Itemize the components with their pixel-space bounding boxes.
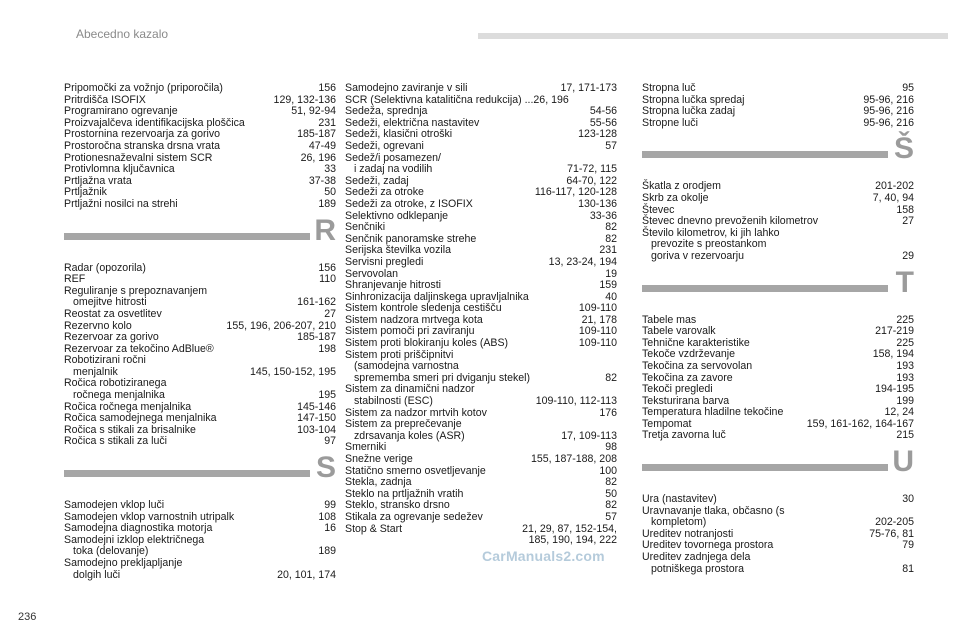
index-entry-term: Tekoče vzdrževanje: [642, 348, 736, 361]
index-entry-term: Senčnik panoramske strehe: [345, 232, 477, 245]
index-entry-term: Samodejno zaviranje v sili: [345, 82, 468, 94]
index-entry-term: Tekoči pregledi: [642, 383, 713, 396]
index-entry-term: Tekočina za zavore: [642, 371, 733, 384]
index-entry-pages: 33: [324, 163, 336, 176]
index-entry-pages: 225: [896, 336, 914, 349]
index-entry-pages: 82: [605, 221, 617, 234]
index-entry-term: Temperatura hladilne tekočine: [642, 406, 784, 419]
section-rule: [64, 233, 310, 240]
index-entry-pages: 16: [324, 522, 336, 535]
index-entry-pages: 158: [896, 203, 914, 216]
index-entry: [345, 211, 617, 223]
section-divider: [642, 129, 914, 181]
index-entry-pages: 156: [318, 82, 336, 94]
index-entry-term: Radar (opozorila): [64, 261, 146, 274]
index-entry-pages: 155, 187-188, 208: [530, 453, 617, 465]
index-entry-pages: 19: [605, 267, 617, 280]
index-entry-term: Števec dnevno prevoženih kilometrov: [642, 215, 819, 228]
index-entry-term: Sedeži, zadaj: [345, 174, 409, 187]
index-entry-term: Skrb za okolje: [642, 191, 709, 204]
index-entry-term: Servovolan: [345, 267, 398, 280]
index-entry-term: Statično smerno osvetljevanje: [345, 464, 486, 477]
section-rule: [642, 285, 888, 292]
index-entry-term: Samodejna diagnostika motorja: [64, 522, 213, 535]
index-entry-term: Ročica samodejnega menjalnika: [64, 412, 217, 425]
index-entry-pages: 98: [605, 441, 617, 454]
index-entry-pages: 50: [324, 186, 336, 199]
index-entry-pages: 12, 24: [884, 406, 914, 419]
index-entry-text: Ureditev zadnjega dela: [642, 551, 751, 564]
index-entry-pages: 198: [318, 342, 336, 355]
index-entry-pages: 199: [896, 394, 914, 407]
index-entry-pages: 26, 196: [300, 151, 336, 164]
index-entry-term: Sinhronizacija daljinskega upravljalnika: [345, 290, 529, 303]
index-entry-pages: 33-36: [589, 209, 617, 222]
index-entry-term: Ročica s stikali za brisalnike: [64, 423, 196, 436]
index-entry-term: Serijska številka vozila: [345, 244, 451, 257]
index-entry-pages: 202-205: [875, 516, 914, 529]
index-entry-pages: 29: [902, 249, 914, 262]
index-entry-pages: 27: [324, 307, 336, 320]
index-entry-term: Steklo, stransko drsno: [345, 499, 450, 512]
index-entry-term: Pripomočki za vožnjo (priporočila): [64, 82, 223, 94]
index-entry-pages: 145-146: [297, 400, 336, 413]
index-entry-pages: 82: [605, 232, 617, 245]
index-entry-term: Tekočina za servovolan: [642, 359, 753, 372]
index-entry-term: Proizvajalčeva identifikacijska ploščica: [64, 116, 245, 129]
index-entry-pages: 37-38: [308, 174, 336, 187]
index-entry-term: Ročica s stikali za luči: [64, 435, 168, 448]
index-entry-term: Samodejen vklop luči: [64, 499, 165, 512]
index-entry-term: REF: [64, 273, 86, 286]
index-entry-term: Števec: [642, 203, 675, 216]
index-entry-term: Tehnične karakteristike: [642, 336, 750, 349]
index-entry-text: Samodejni izklop električnega: [64, 533, 205, 546]
index-entry-term: Stop & Start: [345, 522, 403, 535]
index-entry: [345, 338, 617, 350]
index-entry: [345, 83, 617, 95]
index-entry-pages: 156: [318, 261, 336, 274]
header-title: Abecedno kazalo: [76, 27, 169, 41]
section-divider: [642, 263, 914, 315]
index-entry-pages: 189: [318, 545, 336, 558]
index-entry-pages: 159: [599, 279, 617, 292]
index-entry-pages: 82: [605, 499, 617, 512]
index-entry-pages: 231: [318, 116, 336, 129]
index-entry-term: dolgih luči: [73, 568, 121, 581]
index-entry-term: Škatla z orodjem: [642, 180, 721, 193]
index-entry-pages: 161-162: [297, 296, 336, 309]
index-entry-pages: 189: [318, 197, 336, 210]
index-entry-pages: 27: [902, 215, 914, 228]
index-entry-term: Tabele varovalk: [642, 325, 716, 338]
section-divider: [642, 442, 914, 494]
index-entry-pages: 147-150: [297, 412, 336, 425]
index-entry-term: ročnega menjalnika: [73, 389, 165, 402]
index-entry-text: Sedež/i posamezen/: [345, 151, 441, 164]
index-entry-pages: 17, 171-173: [560, 82, 617, 94]
index-entry-term: zdrsavanja koles (ASR): [354, 429, 465, 442]
section-rule: [642, 151, 888, 158]
index-entry-pages-continued: 185, 190, 194, 222: [528, 534, 617, 547]
index-entry-pages: 71-72, 115: [567, 163, 617, 176]
section-letter: R: [314, 213, 336, 247]
section-divider: [64, 211, 336, 263]
index-entry: [64, 274, 336, 286]
index-entry-term: Stekla, zadnja: [345, 476, 412, 489]
index-entry-pages: 95-96, 216: [863, 105, 914, 118]
index-entry-pages: 64-70, 122: [566, 174, 617, 187]
index-entry-term: Reostat za osvetlitev: [64, 307, 162, 320]
index-entry: [642, 251, 914, 263]
index-entry-pages: 110: [319, 273, 336, 286]
index-entry-term: Selektivno odklepanje: [345, 209, 449, 222]
index-entry-term: Sistem nadzora mrtvega kota: [345, 313, 483, 326]
index-entry-term: potniškega prostora: [651, 562, 745, 575]
index-entry-term: i zadaj na vodilih: [354, 163, 433, 176]
index-entry-pages: 81: [902, 562, 914, 575]
index-entry-pages: 99: [324, 499, 336, 512]
index-entry-term: omejitve hitrosti: [73, 296, 147, 309]
index-entry-term: Snežne verige: [345, 453, 413, 465]
index-entry-term: Prtljažnik: [64, 186, 107, 199]
index-entry-term: Samodejen vklop varnostnih utripalk: [64, 510, 235, 523]
index-entry-pages: 100: [599, 464, 617, 477]
index-entry-pages: 176: [599, 406, 617, 419]
index-entry-pages: 193: [896, 359, 914, 372]
index-entry: [642, 384, 914, 396]
index-entry: [64, 164, 336, 176]
index-entry-pages: 193: [896, 371, 914, 384]
index-entry-term: Sistem proti blokiranju koles (ABS): [345, 337, 509, 350]
index-entry-term: Shranjevanje hitrosti: [345, 279, 441, 292]
index-entry-pages: 109-110: [578, 325, 617, 338]
index-entry-pages: 185-187: [297, 128, 336, 141]
index-entry-pages: 159, 161-162, 164-167: [806, 417, 914, 430]
index-entry-term: toka (delovanje): [73, 545, 149, 558]
index-entry-term: Senčniki: [345, 221, 386, 234]
index-column-1: [64, 83, 336, 581]
index-entry-term: stabilnosti (ESC): [354, 395, 433, 408]
index-entry-term: Rezervno kolo: [64, 319, 132, 332]
index-entry-term: Smerniki: [345, 441, 387, 454]
index-entry-term: Ureditev tovornega prostora: [642, 539, 774, 552]
index-entry-term: Sedeži, ogrevani: [345, 139, 424, 152]
index-entry-pages: 17, 109-113: [561, 429, 617, 442]
index-entry-pages: 55-56: [589, 116, 617, 129]
index-entry: [64, 390, 336, 402]
index-entry-pages: 155, 196, 206-207, 210: [226, 319, 336, 332]
index-entry-pages: 50: [605, 487, 617, 500]
index-entry-pages: 145, 150-152, 195: [249, 365, 336, 378]
index-entry: [64, 141, 336, 153]
index-entry-pages: 194-195: [875, 383, 914, 396]
index-entry-pages: 217-219: [875, 325, 914, 338]
index-entry-pages: 57: [605, 510, 617, 523]
index-entry-term: Tempomat: [642, 417, 692, 430]
index-entry: [642, 118, 914, 130]
index-entry-text: Sistem za dinamični nadzor: [345, 383, 475, 396]
index-entry-text: prevozite s preostankom: [651, 238, 767, 251]
index-entry-term: Prostornina rezervoarja za gorivo: [64, 128, 221, 141]
section-letter: U: [892, 445, 914, 479]
index-entry-text: Samodejno prekljapljanje: [64, 557, 183, 569]
index-entry-pages: 103-104: [297, 423, 336, 436]
index-entry: [642, 326, 914, 338]
index-entry-pages: 225: [896, 313, 914, 326]
index-entry: [345, 222, 617, 234]
index-column-2: [345, 83, 617, 547]
index-entry-pages: 21, 178: [581, 313, 617, 326]
index-entry-pages: 95-96, 216: [863, 93, 914, 106]
index-entry: [345, 512, 617, 524]
index-entry-term: Prtljažna vrata: [64, 174, 132, 187]
index-entry-pages: 215: [896, 429, 914, 442]
index-entry-pages: 109-110: [578, 337, 617, 350]
section-rule: [642, 464, 888, 471]
index-entry: [64, 500, 336, 512]
index-entry: [345, 454, 617, 466]
index-column-3: [642, 83, 914, 575]
index-entry: [345, 396, 617, 408]
index-entry-term: Ureditev notranjosti: [642, 527, 734, 540]
index-entry-term: goriva v rezervoarju: [651, 249, 745, 262]
index-entry-pages: 20, 101, 174: [277, 568, 336, 581]
index-entry-pages: 82: [605, 476, 617, 489]
index-entry-term: Prostoročna stranska drsna vrata: [64, 139, 221, 152]
index-entry: [345, 257, 617, 269]
index-entry-term: Ura (nastavitev): [642, 493, 717, 506]
index-entry-term: Steklo na prtljažnih vratih: [345, 487, 464, 500]
index-entry: [642, 193, 914, 205]
index-entry: [642, 564, 914, 576]
index-entry-term: Protivlomna ključavnica: [64, 163, 175, 176]
index-entry-pages: 116-117, 120-128: [534, 186, 617, 199]
index-entry-term: Rezervoar za gorivo: [64, 331, 159, 344]
index-entry-text: SCR (Selektivna katalitična redukcija) ...26, 196: [345, 93, 569, 106]
index-entry-pages: 13, 23-24, 194: [548, 255, 617, 268]
index-entry-term: Prtljažni nosilci na strehi: [64, 197, 178, 210]
index-entry-text: Sistem za preprečevanje: [345, 418, 462, 431]
index-entry-term: menjalnik: [73, 365, 118, 378]
header-bar: [478, 33, 948, 39]
index-entry: [64, 570, 336, 582]
index-entry-pages: 97: [324, 435, 336, 448]
index-entry: [64, 199, 336, 211]
index-entry-pages: 123-128: [578, 128, 617, 141]
index-entry: [345, 141, 617, 153]
index-entry-term: Stropna lučka zadaj: [642, 105, 736, 118]
index-entry-text: Reguliranje s prepoznavanjem: [64, 284, 208, 297]
section-divider: [64, 448, 336, 500]
section-letter: T: [895, 265, 914, 299]
index-entry-pages: 7, 40, 94: [872, 191, 914, 204]
index-entry: [642, 494, 914, 506]
section-rule: [64, 470, 310, 477]
index-entry: [642, 430, 914, 442]
index-entry-term: Sistem kontrole sledenja cestišču: [345, 302, 502, 315]
index-entry-term: Stropna luč: [642, 82, 696, 94]
index-entry-pages: 201-202: [875, 180, 914, 193]
index-entry-text: Ročica robotiziranega: [64, 377, 167, 390]
index-entry-term: Sedeži za otroke: [345, 186, 424, 199]
index-entry-term: Servisni pregledi: [345, 255, 424, 268]
index-entry-text: (samodejna varnostna: [354, 360, 459, 373]
index-entry-pages: 30: [902, 493, 914, 506]
index-entry-term: Sistem za nadzor mrtvih kotov: [345, 406, 487, 419]
index-entry-pages: 95: [902, 82, 914, 94]
index-entry-pages: 54-56: [589, 105, 617, 118]
index-entry-pages: 130-136: [578, 197, 617, 210]
index-entry-term: Ročica ročnega menjalnika: [64, 400, 192, 413]
index-entry: [642, 83, 914, 95]
section-letter: Š: [893, 132, 914, 166]
watermark: CarManuals2.com: [482, 548, 605, 564]
index-entry-pages: 82: [605, 371, 617, 384]
index-entry-term: Pritrdišča ISOFIX: [64, 93, 146, 106]
index-entry-pages: 129, 132-136: [273, 93, 336, 106]
index-entry-term: Sedeži, električna nastavitev: [345, 116, 480, 129]
index-entry-pages: 47-49: [308, 139, 336, 152]
index-entry-term: Sedeži, klasični otroški: [345, 128, 453, 141]
index-entry-term: kompletom): [651, 516, 707, 529]
index-entry: [345, 164, 617, 176]
index-entry-pages: 21, 29, 87, 152-154,: [522, 522, 617, 535]
index-entry-term: Tabele mas: [642, 313, 697, 326]
index-entry: [64, 263, 336, 275]
index-entry: [64, 309, 336, 321]
index-entry-term: Stropne luči: [642, 116, 698, 129]
index-entry-term: sprememba smeri pri dviganju stekel): [354, 371, 531, 384]
index-entry-pages: 109-110, 112-113: [535, 395, 617, 408]
index-entry-text: Robotizirani ročni: [64, 354, 146, 367]
page-number: 236: [18, 611, 37, 623]
index-entry-pages: 75-76, 81: [869, 527, 914, 540]
index-entry-term: Sedeža, sprednja: [345, 105, 428, 118]
index-entry-term: Teksturirana barva: [642, 394, 730, 407]
index-entry-pages: 51, 92-94: [291, 105, 336, 118]
index-entry: [642, 361, 914, 373]
index-entry-pages: 108: [318, 510, 336, 523]
index-entry: [64, 83, 336, 95]
index-entry-pages: 40: [605, 290, 617, 303]
index-entry-pages: 231: [599, 244, 617, 257]
index-entry-term: Rezervoar za tekočino AdBlue®: [64, 342, 214, 355]
index-entry-term: Tretja zavorna luč: [642, 429, 726, 442]
index-entry-pages: 158, 194: [872, 348, 914, 361]
index-entry-pages: 79: [902, 539, 914, 552]
index-entry-term: Stropna lučka spredaj: [642, 93, 745, 106]
index-entry: [345, 199, 617, 211]
section-letter: S: [315, 451, 336, 485]
index-entry-term: Sistem pomoči pri zaviranju: [345, 325, 475, 338]
index-entry-term: Programirano ogrevanje: [64, 105, 178, 118]
index-entry: [345, 280, 617, 292]
index-entry-text: Uravnavanje tlaka, občasno (s: [642, 504, 785, 517]
index-entry-text: Število kilometrov, ki jih lahko: [642, 226, 780, 239]
index-entry-term: Protionesnaževalni sistem SCR: [64, 151, 213, 164]
index-entry-text: Sistem proti priščipnitvi: [345, 348, 454, 361]
index-entry-pages: 185-187: [297, 331, 336, 344]
index-entry: [64, 436, 336, 448]
index-entry-pages: 95-96, 216: [863, 116, 914, 129]
index-entry-pages: 57: [605, 139, 617, 152]
index-entry-pages: 195: [318, 389, 336, 402]
index-entry-term: Sedeži za otroke, z ISOFIX: [345, 197, 473, 210]
index-entry-pages: 109-110: [578, 302, 617, 315]
index-entry: [64, 332, 336, 344]
index-entry-term: Stikala za ogrevanje sedežev: [345, 510, 483, 523]
index-entry: [642, 216, 914, 228]
